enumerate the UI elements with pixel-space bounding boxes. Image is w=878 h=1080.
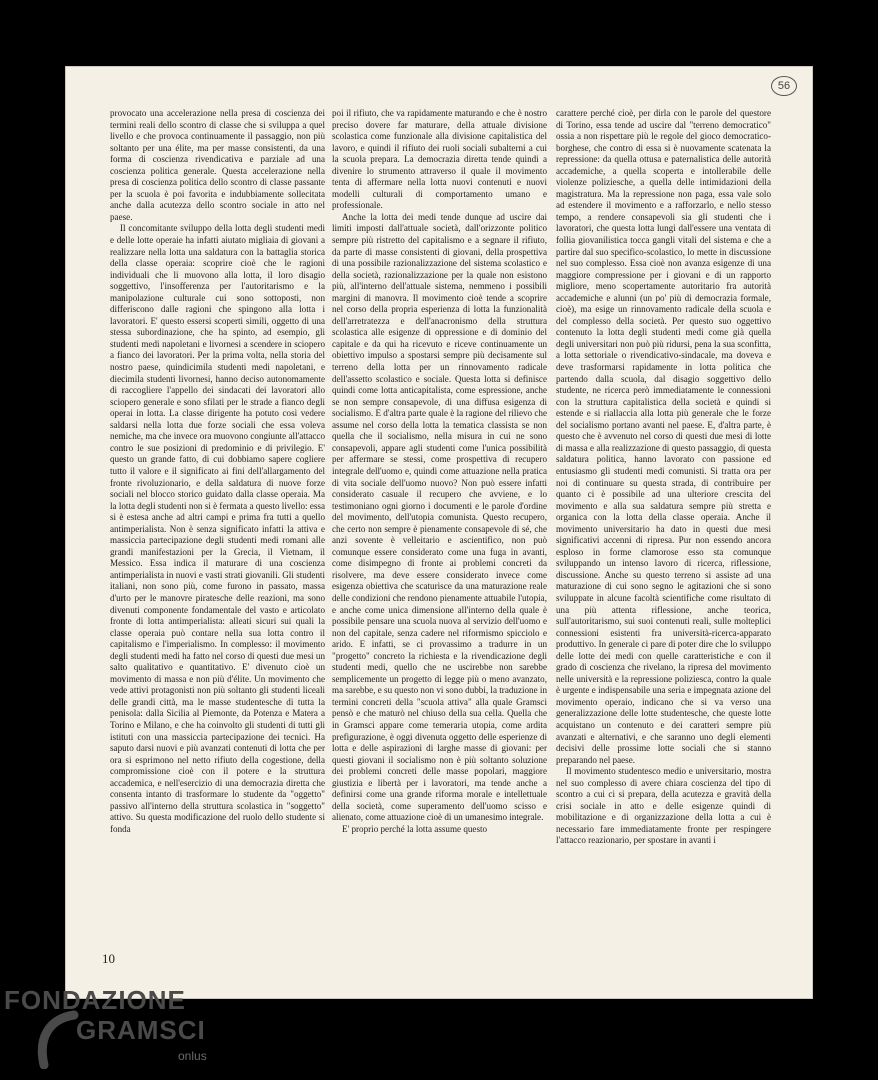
page-number: 10 <box>102 951 115 966</box>
paragraph: Il concomitante sviluppo della lotta degli studenti medi e delle lotte operaie ha infatti aiutato migliaia di giovani a realizzare nella lotta una saldatura con la battaglia storica della classe operaia: scoprire cioè che le ragioni individuali che li muovono alla lotta, il loro disagio soggettivo, l'insofferenza per l'autoritarismo e la manipolazione culturale cui sono sottoposti, non differiscono dalle ragioni che spingono alla lotta i lavoratori. E' questo essersi scoperti simili, oggetto di una stessa subordinazione, che ha spinto, ad esempio, gli studenti medi napoletani e livornesi a scendere in sciopero a fianco dei lavoratori. Per la prima volta, nella storia del nostro paese, quindicimila studenti medi napoletani, e diecimila studenti livornesi, hanno deciso autonomamente di raccogliere l'appello dei sindacati dei lavoratori allo sciopero generale e sono sfilati per le strade a fianco degli operai in lotta. La classe dirigente ha potuto così vedere saldarsi nella lotta due forze sociali che essa voleva nemiche, ma che invece ora muovono congiunte all'attacco contro le sue posizioni di predominio e di privilegio. E' questo un grande fatto, di cui dobbiamo sapere cogliere tutto il valore e il significato ai fini dell'allargamento del fronte rivoluzionario, e della saldatura di nuove forze sociali nel blocco storico guidato dalla classe operaia. Ma la lotta degli studenti non si è fermata a questo livello: essa si è estesa anche ad altri campi e prima fra tutti a quello antimperialista. Non è senza significato infatti la attiva e massiccia partecipazione degli studenti medi romani alle grandi manifestazioni per la Grecia, il Vietnam, il Messico. Essa indica il maturare di una coscienza antimperialista in nuovi e vasti strati giovanili. Gli studenti italiani, non sono più, come furono in passato, massa d'urto per le manovre piratesche delle reazioni, ma sono divenuti componente fondamentale del vasto e articolato fronte di lotta antimperialista: alleati sicuri sui quali la classe operaia può contare nella sua lotta contro il capitalismo e l'imperialismo. In complesso: il movimento degli studenti medi ha fatto nel corso di questi due mesi un salto qualitativo e quantitativo. E' divenuto cioè un movimento di massa e non più d'élite. Un movimento che vede attivi protagonisti non più soltanto gli studenti liceali delle grandi città, ma le masse studentesche di tutta la penisola: dalla Sicilia al Piemonte, da Potenza e Matera a Torino e Milano, e che ha coinvolto gli studenti di tutti gli istituti con una massiccia partecipazione dei tecnici. Ha saputo darsi nuovi e più avanzati contenuti di lotta che per ora si esprimono nel netto rifiuto della cogestione, della compromissione cioè con il potere e la struttura accademica, e nell'esercizio di una democrazia diretta che consenta intanto di trasformare lo studente da "oggetto" passivo all'interno della struttura scolastica in "soggetto" attivo. Su questa modificazione del ruolo dello studente si fonda <box>110 223 325 834</box>
paragraph: carattere perché cioè, per dirla con le parole del questore di Torino, essa tende ad uscire dal "terreno democratico" ossia a non rispettare più le regole del gioco democratico-borghese, che contro di essa si è nuovamente scatenata la repressione: da quella ottusa e paternalistica delle autorità accademiche, a quella scoperta e intollerabile delle violenze poliziesche, a quella delle intimidazioni della magistratura. Ma la repressione non paga, essa vale solo ad estendere il movimento e a rafforzarlo, e nello stesso tempo, a rendere consapevoli sia gli studenti che i lavoratori, che questa lotta lungi dall'essere una ventata di follia giovanilistica tocca gangli vitali del sistema e che a partire dal suo specifico-scolastico, lo mette in discussione nel suo complesso. Essa cioè non avanza esigenze di una maggiore compressione per i giovani e di un rapporto migliore, meno scopertamente autoritario fra autorità accademiche e alunni (un po' più di democrazia formale, cioè), ma esige un rinnovamento radicale della scuola e del complesso della società. Per questo suo oggettivo contenuto la lotta degli studenti medi come già quella degli universitari non può più ridursi, pena la sua sconfitta, a lotta settoriale o rivendicativo-sindacale, ma doveva e deve trasformarsi rapidamente in lotta politica che partendo dalla scuola, dal disagio soggettivo dello studente, ne ricerca però immediatamente le connessioni con la struttura capitalistica della società e quindi si estende e si riallaccia alla lotta più generale che le forze del socialismo portano avanti nel paese. E, d'altra parte, è questo che è avvenuto nel corso di questi due mesi di lotte di massa e alla realizzazione di questo passaggio, di questa saldatura politica, hanno lavorato con passione ed entusiasmo gli studenti medi comunisti. Si tratta ora per noi di continuare su questa strada, di contribuire per quanto ci è possibile ad una ulteriore crescita del movimento e alla sua saldatura sempre più stretta e organica con la lotta della classe operaia. Anche il movimento universitario ha dato in questi due mesi significativi accenni di ripresa. Pur non essendo ancora esploso in forme clamorose esso sta comunque sviluppando un intenso lavoro di ricerca, riflessione, discussione. Anche su questo terreno si assiste ad una maturazione di cui sono segno le agitazioni che si sono sviluppate in alcune facoltà scientifiche come risultato di una più attenta riflessione, anche teorica, sull'autoritarismo, sui suoi contenuti reali, sulle molteplici connessioni esistenti fra università-ricerca-apparato produttivo. In generale ci pare di poter dire che lo sviluppo delle lotte dei medi con quelle caratteristiche e con il grado di coscienza che rivelano, la ripresa del movimento nelle università e la repressione poliziesca, contro la quale è urgente e indispensabile una seria e impegnata azione del movimento operaio, indicano che si va verso una generalizzazione delle lotte studentesche, che queste lotte acquistano un contenuto e dei caratteri sempre più avanzati e alternativi, e che saranno uno degli elementi decisivi delle prossime lotte sociali che si stanno preparando nel paese. <box>556 108 771 765</box>
text-column-1 <box>110 108 325 835</box>
paragraph: poi il rifiuto, che va rapidamente maturando e che è nostro preciso dovere far maturare, della attuale divisione scolastica come funzionale alla divisione capitalistica del lavoro, e quindi il rifiuto dei ruoli sociali subalterni a cui la scuola prepara. La democrazia diretta tende quindi a divenire lo strumento attraverso il quale il movimento tenta di affermare nella lotta nuovi contenuti e nuovi modelli culturali di comportamento umano e professionale. <box>332 108 547 211</box>
paragraph: Anche la lotta dei medi tende dunque ad uscire dai limiti imposti dall'attuale società, dall'orizzonte politico sempre più ristretto del capitalismo e a segnare il rifiuto, da parte di masse consistenti di giovani, della prospettiva di una possibile razionalizzazione del sistema scolastico e della società, razionalizzazione per la quale non esistono più, all'interno dell'attuale sistema, nemmeno i possibili margini di manovra. Il movimento cioè tende a scoprire nel corso della propria esperienza di lotta la funzionalità dell'arretratezza e dell'anacronismo della struttura scolastica alle esigenze di oppressione e di dominio del capitale e da qui ha ricevuto e riceve continuamente un obiettivo impulso a spostarsi sempre più decisamente sul terreno della lotta per un rinnovamento radicale dell'assetto scolastico e sociale. Questa lotta si definisce quindi come lotta anticapitalista, come espressione, anche se non sempre consapevole, di una diffusa esigenza di socialismo. E d'altra parte quale è la ragione del rilievo che assume nel corso della lotta la tematica classista se non quella che il socialismo, nella misura in cui ne sono consapevoli, appare agli studenti come l'unica possibilità per affermare se stessi, come prospettiva di recupero integrale dell'uomo e, quindi come attuazione nella pratica di vita sociale dell'uomo nuovo? Non può essere infatti considerato casuale il recupero che avviene, e lo testimoniano ogni giorno i documenti e le parole d'ordine del movimento, dell'utopia comunista. Questo recupero, che certo non sempre è pienamente consapevole di sé, che anzi sovente è velleitario e ascientifico, non può comunque essere considerato come una fuga in avanti, come disimpegno di fronte ai problemi concreti da risolvere, ma deve essere considerato invece come esigenza obiettiva che scaturisce da una maturazione reale delle condizioni che rendono pienamente attuabile l'utopia, e anche come unica dimensione all'interno della quale è possibile pensare una scuola nuova al servizio dell'uomo e non del capitale, senza cadere nel riformismo spicciolo e arido. E infatti, se ci provassimo a tradurre in un "progetto" concreto la richiesta e la rivendicazione degli studenti medi, quello che ne uscirebbe non sarebbe semplicemente un progetto di legge più o meno avanzato, ma sarebbe, e su questo non vi sono dubbi, la traduzione in termini concreti della "scuola attiva" alla quale Gramsci pensò e che maturò nel chiuso della sua cella. Quella che in Gramsci appare come temeraria utopia, come ardita prefigurazione, è oggi divenuta oggetto delle esperienze di lotta e delle aspirazioni di larghe masse di giovani: per questi giovani il socialismo non è più soltanto soluzione dei problemi concreti delle masse popolari, maggiore giustizia e libertà per i lavoratori, ma tende anche a definirsi come una grande riforma morale e intellettuale della società, come superamento dell'uomo scisso e alienato, come attuazione cioè di un umanesimo integrale. <box>332 211 547 823</box>
document-page <box>65 66 813 999</box>
logo-arc-icon <box>34 1009 82 1069</box>
fondazione-gramsci-logo <box>0 985 230 1075</box>
logo-text-fondazione: FONDAZIONE <box>4 985 186 1015</box>
text-column-2 <box>332 108 547 835</box>
text-column-3 <box>556 108 771 847</box>
paragraph: E' proprio perché la lotta assume questo <box>342 823 488 834</box>
archive-page-mark: 56 <box>771 76 797 96</box>
paragraph: Il movimento studentesco medio e universitario, mostra nel suo complesso di avere chiara coscienza del tipo di scontro a cui ci si prepara, della acutezza e gravità della crisi sociale in atto e delle esigenze quindi di mobilitazione e di organizzazione della lotta a cui è necessario fare immediatamente fronte per respingere l'attacco reazionario, per spostare in avanti i <box>556 766 771 846</box>
logo-text-gramsci: GRAMSCI <box>76 1015 206 1045</box>
paragraph: provocato una accelerazione nella presa di coscienza dei termini reali dello scontro di classe che si sviluppa a quel livello e che provoca continuamente il passaggio, non più soltanto per una élite, ma per masse consistenti, da una forma di coscienza rivendicativa e parziale ad una coscienza politica generale. Questa accelerazione nella presa di coscienza politica dello scontro di classe passante per la scuola è poi favorita e indubbiamente sollecitata anche dalla acutezza dello scontro sociale in atto nel paese. <box>110 108 325 222</box>
logo-text-onlus: onlus <box>178 1049 207 1063</box>
